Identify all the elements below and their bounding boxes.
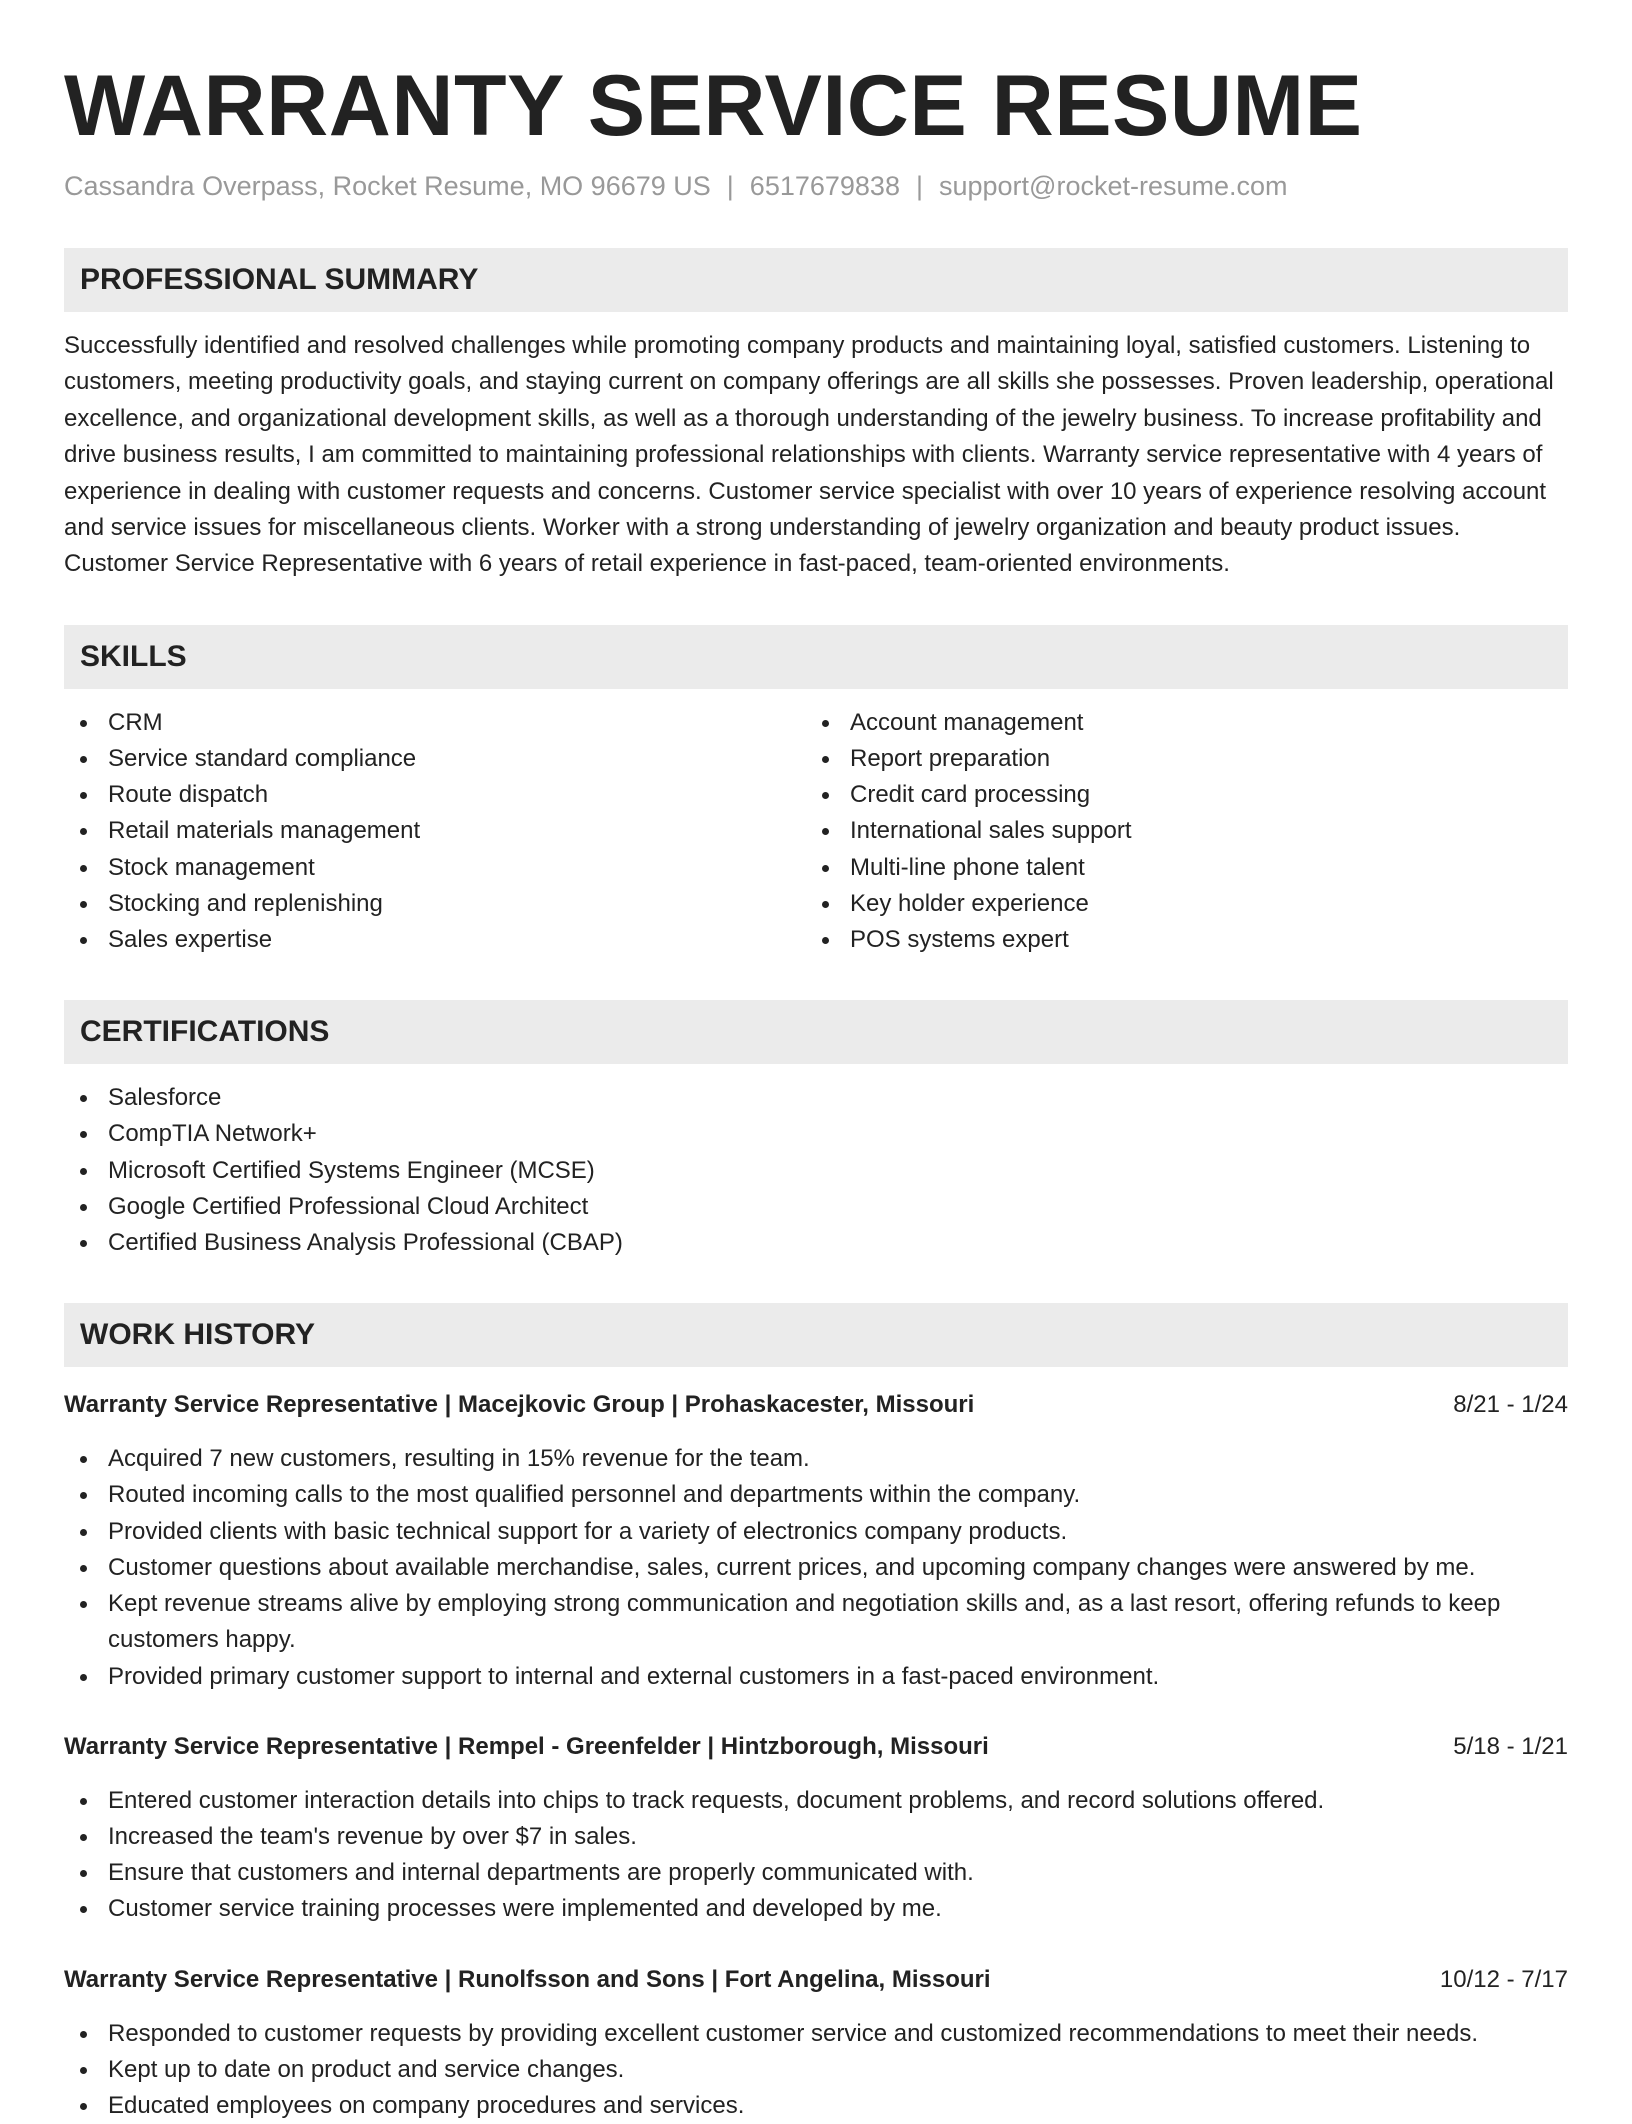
certification-item: Salesforce	[64, 1080, 1568, 1116]
job-title: Warranty Service Representative | Rempel - Greenfelder | Hintzborough, Missouri	[64, 1732, 989, 1760]
certification-item: Certified Business Analysis Professional (CBAP)	[64, 1225, 1568, 1261]
job-header	[64, 1962, 1568, 1998]
job-bullet: Routed incoming calls to the most qualified personnel and departments within the company.	[64, 1477, 1568, 1513]
contact-line	[64, 168, 1568, 204]
job-bullet: Kept up to date on product and service changes.	[64, 2052, 1568, 2088]
certification-item: Google Certified Professional Cloud Architect	[64, 1189, 1568, 1225]
skill-item: POS systems expert	[806, 922, 1548, 958]
job-dates: 10/12 - 7/17	[1439, 1965, 1568, 1993]
job-bullet: Customer service training processes were implemented and developed by me.	[64, 1891, 1568, 1927]
skill-item: Route dispatch	[64, 777, 806, 813]
skill-item: Retail materials management	[64, 813, 806, 849]
skill-item: Sales expertise	[64, 922, 806, 958]
summary-text: Successfully identified and resolved challenges while promoting company products and maintaining loyal, satisfied customers. Listening to customers, meeting productivity goals, and staying current on company offerings are all skills she possesses. Proven leadership, operational excellence, and organizational development skills, as well as a thorough understanding of the jewelry business. To increase profitability and drive business results, I am committed to maintaining professional relationships with clients. Warranty service representative with 4 years of experience in dealing with customer requests and concerns. Customer service specialist with over 10 years of experience resolving account and service issues for miscellaneous clients. Worker with a strong understanding of jewelry organization and beauty product issues. Customer Service Representative with 6 years of retail experience in fast-paced, team-oriented environments.	[64, 332, 1554, 578]
job-bullets	[64, 1783, 1568, 1928]
skills-grid	[64, 705, 1568, 958]
summary-heading: PROFESSIONAL SUMMARY	[64, 248, 1568, 312]
job-dates: 8/21 - 1/24	[1453, 1391, 1568, 1419]
job-bullets	[64, 1441, 1568, 1694]
job-title: Warranty Service Representative | Runolfsson and Sons | Fort Angelina, Missouri	[64, 1965, 991, 1993]
work-history-heading: WORK HISTORY	[64, 1303, 1568, 1367]
contact-separator: |	[726, 171, 734, 201]
job-dates: 5/18 - 1/21	[1453, 1732, 1568, 1760]
contact-address: Cassandra Overpass, Rocket Resume, MO 96679 US	[64, 171, 711, 201]
contact-email: support@rocket-resume.com	[938, 171, 1288, 201]
job-bullet: Increased the team's revenue by over $7 in sales.	[64, 1819, 1568, 1855]
skill-item: Stock management	[64, 850, 806, 886]
job-bullet: Responded to customer requests by providing excellent customer service and customized recommendations to meet their needs.	[64, 2016, 1568, 2052]
resume-page	[64, 0, 1568, 2124]
resume-title: WARRANTY SERVICE RESUME	[64, 58, 1363, 154]
contact-phone: 6517679838	[749, 171, 900, 201]
certification-item: Microsoft Certified Systems Engineer (MCSE)	[64, 1153, 1568, 1189]
skill-item: Report preparation	[806, 741, 1548, 777]
job-bullet: Ensure that customers and internal departments are properly communicated with.	[64, 1855, 1568, 1891]
job-bullets	[64, 2016, 1568, 2124]
skill-item: Service standard compliance	[64, 741, 806, 777]
skill-item: Account management	[806, 705, 1548, 741]
skill-item: Key holder experience	[806, 886, 1548, 922]
skill-item: Multi-line phone talent	[806, 850, 1548, 886]
certification-item: CompTIA Network+	[64, 1116, 1568, 1152]
skill-item: Credit card processing	[806, 777, 1548, 813]
job-bullet: Provided clients with basic technical support for a variety of electronics company products.	[64, 1514, 1568, 1550]
job-header	[64, 1729, 1568, 1765]
job-bullet: Educated employees on company procedures and services.	[64, 2088, 1568, 2124]
job-bullet: Acquired 7 new customers, resulting in 15% revenue for the team.	[64, 1441, 1568, 1477]
job-bullet: Kept revenue streams alive by employing strong communication and negotiation skills and, as a last resort, offering refunds to keep customers happy.	[64, 1586, 1568, 1658]
job-header	[64, 1387, 1568, 1423]
job-title: Warranty Service Representative | Macejkovic Group | Prohaskacester, Missouri	[64, 1391, 975, 1419]
certifications-heading: CERTIFICATIONS	[64, 1000, 1568, 1064]
skill-item: CRM	[64, 705, 806, 741]
skills-right-list	[806, 705, 1548, 958]
skill-item: International sales support	[806, 813, 1548, 849]
skills-heading: SKILLS	[64, 625, 1568, 689]
certifications-list	[64, 1080, 1568, 1261]
contact-separator: |	[915, 171, 923, 201]
job-bullet: Entered customer interaction details into chips to track requests, document problems, and record solutions offered.	[64, 1783, 1568, 1819]
skills-left-list	[64, 705, 806, 958]
job-bullet: Provided primary customer support to internal and external customers in a fast-paced environment.	[64, 1659, 1568, 1695]
skill-item: Stocking and replenishing	[64, 886, 806, 922]
job-bullet: Customer questions about available merchandise, sales, current prices, and upcoming company changes were answered by me.	[64, 1550, 1568, 1586]
